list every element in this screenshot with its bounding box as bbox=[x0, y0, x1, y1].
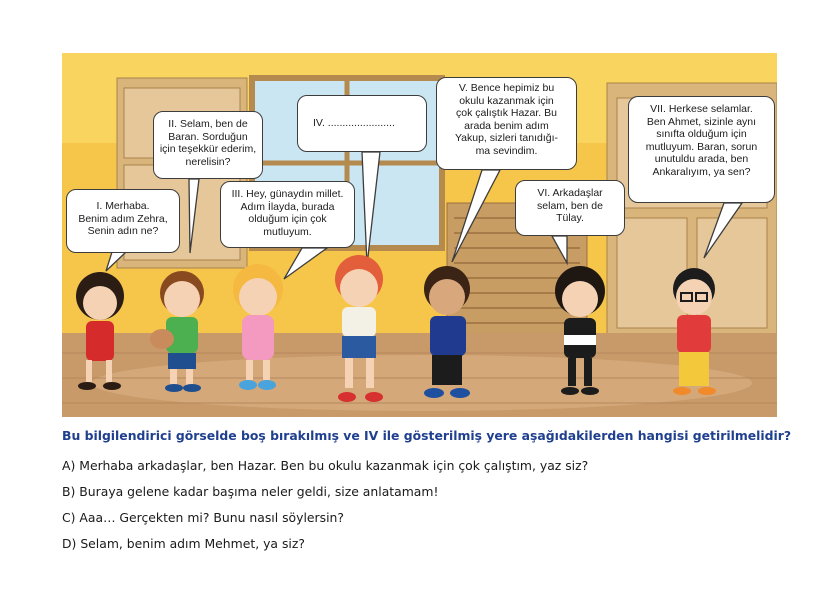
option-d[interactable]: D) Selam, benim adım Mehmet, ya siz? bbox=[62, 536, 305, 551]
speech-bubble-7: VII. Herkese selamlar. Ben Ahmet, sizinle aynı sınıfta olduğum için mutluyum. Baran, sorun unutuldu arada, ben Ankaralıyım, ya sen? bbox=[628, 96, 775, 203]
option-c[interactable]: C) Aaa… Gerçekten mi? Bunu nasıl söylersin? bbox=[62, 510, 344, 525]
option-b[interactable]: B) Buraya gelene kadar başıma neler geldi, size anlatamam! bbox=[62, 484, 439, 499]
speech-bubble-3: III. Hey, günaydın millet. Adım İlayda, burada olduğum için çok mutluyum. bbox=[220, 181, 355, 248]
option-a[interactable]: A) Merhaba arkadaşlar, ben Hazar. Ben bu okulu kazanmak için çok çalıştım, yaz siz? bbox=[62, 458, 589, 473]
speech-bubble-2: II. Selam, ben de Baran. Sorduğun için teşekkür ederim, nerelisin? bbox=[153, 111, 263, 179]
question-text: Bu bilgilendirici görselde boş bırakılmış ve IV ile gösterilmiş yere aşağıdakilerden hangisi getirilmelidir? bbox=[62, 428, 792, 443]
speech-bubble-4-blank: IV. ....................... bbox=[297, 95, 427, 152]
speech-bubble-6: VI. Arkadaşlar selam, ben de Tülay. bbox=[515, 180, 625, 236]
speech-bubble-1: I. Merhaba. Benim adım Zehra, Senin adın ne? bbox=[66, 189, 180, 253]
speech-bubble-5: V. Bence hepimiz bu okulu kazanmak için çok çalıştık Hazar. Bu arada benim adım Yakup, sizleri tanıdığı- ma sevindim. bbox=[436, 77, 577, 170]
